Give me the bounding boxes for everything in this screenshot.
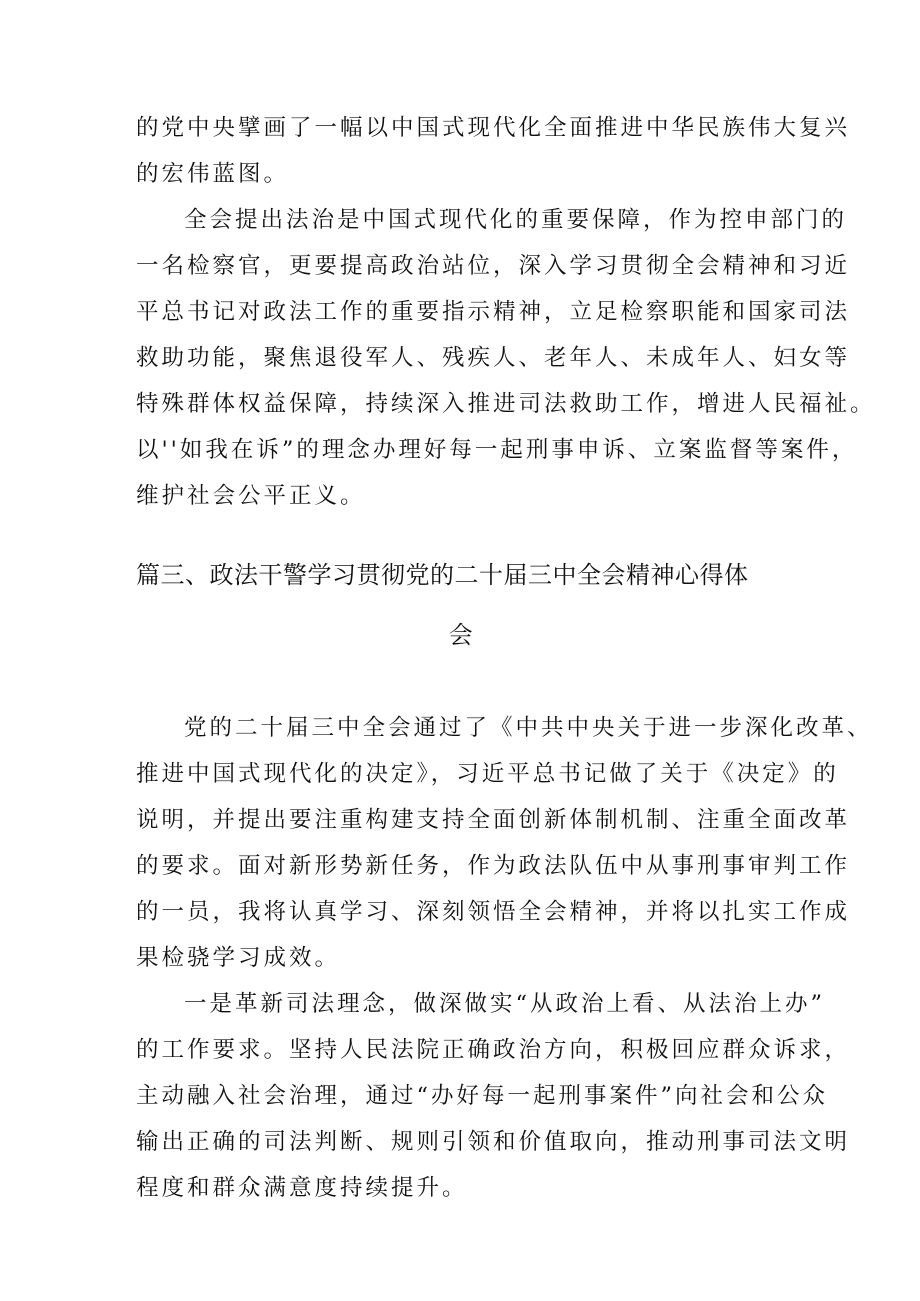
- previous-section-text: [136, 105, 876, 519]
- section-three-text: [136, 705, 873, 1211]
- section-heading-line: 篇三、政法干警学习贯彻党的二十届三中全会精神心得体: [136, 561, 749, 589]
- body-text-line: 党的二十届三中全会通过了《中共中央关于进一步深化改革、: [184, 715, 873, 741]
- body-text-line: 的宏伟蓝图。: [136, 161, 290, 187]
- body-text-line: 一名检察官，更要提高政治站位，深入学习贯彻全会精神和习近: [136, 253, 851, 279]
- body-text-line: 一是革新司法理念，做深做实“从政治上看、从法治上办”: [184, 991, 826, 1017]
- body-text-line: 程度和群众满意度持续提升。: [136, 1175, 468, 1201]
- body-text-line: 的一员，我将认真学习、深刻领悟全会精神，并将以扎实工作成: [136, 899, 851, 925]
- body-text-line: 说明，并提出要注重构建支持全面创新体制机制、注重全面改革: [136, 807, 851, 833]
- body-text-line: 的要求。面对新形势新任务，作为政法队伍中从事刑事审判工作: [136, 853, 851, 879]
- body-text-line: 维护社会公平正义。: [136, 483, 366, 509]
- body-text-line: 果检骁学习成效。: [136, 945, 341, 971]
- body-text-line: 推进中国式现代化的决定》，习近平总书记做了关于《决定》的: [136, 761, 839, 787]
- body-text-line: 的党中央擘画了一幅以中国式现代化全面推进中华民族伟大复兴: [136, 115, 851, 141]
- body-text-line: 的工作要求。坚持人民法院正确政治方向，积极回应群众诉求，: [136, 1037, 851, 1063]
- body-text-line: 全会提出法治是中国式现代化的重要保障，作为控申部门的: [184, 207, 848, 233]
- body-text-line: 输出正确的司法判断、规则引领和价值取向，推动刑事司法文明: [136, 1129, 851, 1155]
- section-heading-line: 会: [448, 621, 474, 649]
- body-text-line: 平总书记对政法工作的重要指示精神，立足检察职能和国家司法: [136, 299, 851, 325]
- body-text-line: 救助功能，聚焦退役军人、残疾人、老年人、未成年人、妇女等: [136, 345, 851, 371]
- section-heading: [136, 545, 786, 665]
- body-text-line: 特殊群体权益保障，持续深入推进司法救助工作，增进人民福祉。: [136, 391, 876, 417]
- body-text-line: 主动融入社会治理，通过“办好每一起刑事案件”向社会和公众: [136, 1083, 829, 1109]
- body-text-line: 以''如我在诉”的理念办理好每一起刑事申诉、立案监督等案件，: [136, 437, 858, 463]
